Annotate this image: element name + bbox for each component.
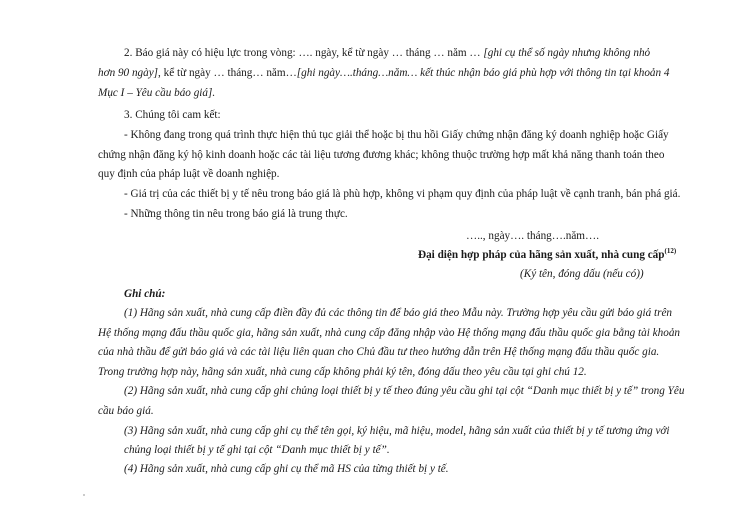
signature-note: (Ký tên, đóng dấu (nếu có)) xyxy=(520,268,644,280)
signature-title xyxy=(418,248,676,262)
note-1-line-2: Hệ thống mạng đấu thầu quốc gia, hãng sản xuất, nhà cung cấp đăng nhập vào Hệ thống mạng đấu thầu quốc gia bằng tài khoản xyxy=(98,327,681,339)
notes-heading: Ghi chú: xyxy=(124,288,166,300)
scan-speck xyxy=(83,494,85,496)
validity-hint-end: [ghi ngày….tháng…năm… kết thúc nhận báo giá phù hợp với thông tin tại khoản 4 xyxy=(296,67,670,79)
commitment-item-2: - Giá trị của các thiết bị y tế nêu trong báo giá là phù hợp, không vi phạm quy định của pháp luật về cạnh tranh, bán phá giá. xyxy=(124,188,681,200)
commitment-item-1-line-1: - Không đang trong quá trình thực hiện thủ tục giải thể hoặc bị thu hồi Giấy chứng nhận đăng ký doanh nghiệp hoặc Giấy xyxy=(124,129,669,141)
note-1-line-1: (1) Hãng sản xuất, nhà cung cấp điền đầy đủ các thông tin để báo giá theo Mẫu này. Trường hợp yêu cầu gửi báo giá trên xyxy=(124,307,673,319)
note-3-line-1: (3) Hãng sản xuất, nhà cung cấp ghi cụ thể tên gọi, ký hiệu, mã hiệu, model, hãng sản xuất của thiết bị y tế tương ứng với xyxy=(124,425,670,437)
validity-line-1 xyxy=(124,46,650,60)
validity-from-date: , kể từ ngày … tháng… năm… xyxy=(158,67,297,79)
validity-line-2 xyxy=(98,66,670,80)
signature-title-text: Đại diện hợp pháp của hãng sản xuất, nhà cung cấp xyxy=(418,249,665,261)
note-3-line-2: chủng loại thiết bị y tế ghi tại cột “Danh mục thiết bị y tế”. xyxy=(124,444,390,456)
signature-footnote-ref: (12) xyxy=(664,247,677,255)
validity-text: 2. Báo giá này có hiệu lực trong vòng: …. ngày, kể từ ngày … tháng … năm … xyxy=(124,47,484,59)
note-2-line-1: (2) Hãng sản xuất, nhà cung cấp ghi chủng loại thiết bị y tế theo đúng yêu cầu ghi tại cột “Danh mục thiết bị y tế” trong Yêu xyxy=(124,385,685,397)
validity-hint-days: hơn 90 ngày] xyxy=(98,67,159,79)
validity-hint: [ghi cụ thể số ngày nhưng không nhỏ xyxy=(483,47,651,59)
note-1-line-4: Trong trường hợp này, hãng sản xuất, nhà cung cấp không phải ký tên, đóng dấu theo yêu cầu tại ghi chú 12. xyxy=(98,366,587,378)
note-2-line-2: cầu báo giá. xyxy=(98,405,154,417)
signature-date: ….., ngày…. tháng….năm…. xyxy=(466,230,599,242)
commitment-item-1-line-2: chứng nhận đăng ký hộ kinh doanh hoặc các tài liệu tương đương khác; không thuộc trường hợp mất khả năng thanh toán theo xyxy=(98,149,665,161)
note-1-line-3: của nhà thầu để gửi báo giá và các tài liệu liên quan cho Chủ đầu tư theo hướng dẫn trên Hệ thống mạng đấu thầu quốc gia. xyxy=(98,346,660,358)
commitment-item-3: - Những thông tin nêu trong báo giá là trung thực. xyxy=(124,208,348,220)
note-4: (4) Hãng sản xuất, nhà cung cấp ghi cụ thể mã HS của từng thiết bị y tế. xyxy=(124,463,449,475)
commitment-heading: 3. Chúng tôi cam kết: xyxy=(124,109,221,121)
commitment-item-1-line-3: quy định của pháp luật về doanh nghiệp. xyxy=(98,168,280,180)
validity-line-3: Mục I – Yêu cầu báo giá]. xyxy=(98,87,216,99)
